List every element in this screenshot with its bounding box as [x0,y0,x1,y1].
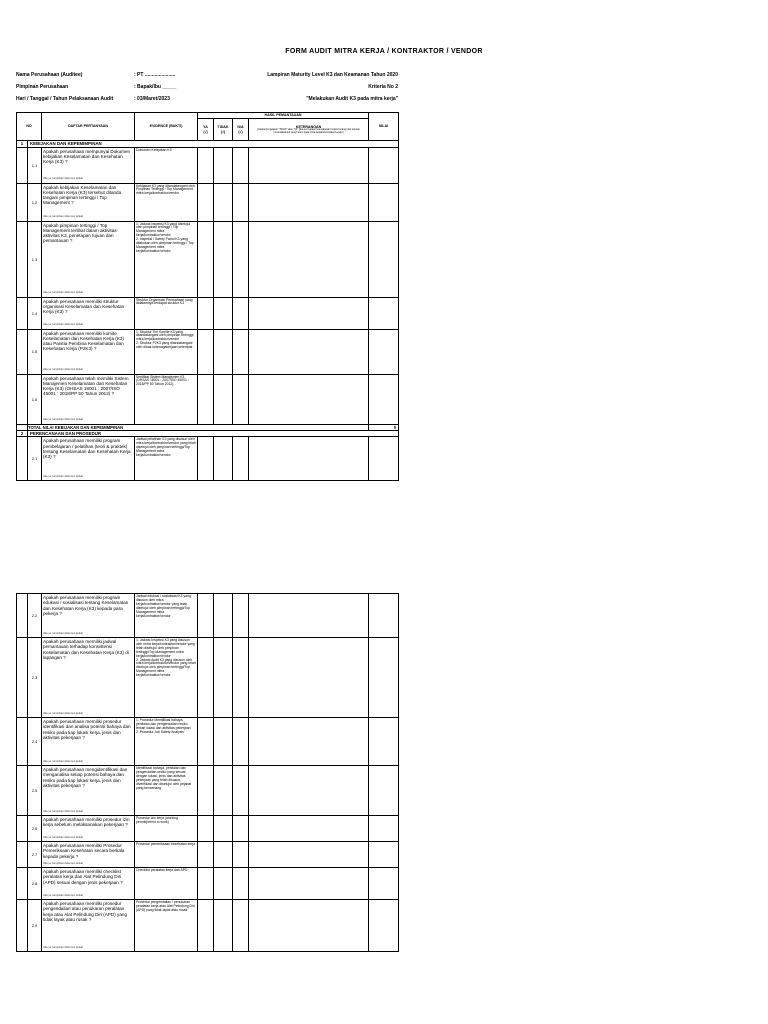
total-1-value: 0 [369,424,399,430]
na-cell[interactable] [233,900,249,952]
header-evidence: EVIDENCE (BUKTI) [135,113,198,141]
na-cell[interactable] [233,594,249,638]
keterangan-cell[interactable] [249,594,369,638]
na-cell[interactable] [233,842,249,868]
question-hint: Jika ya, lampirkan dokumen terkait [43,711,83,715]
question-cell [42,374,135,424]
question-hint: Jika ya, lampirkan dokumen terkait [43,759,83,763]
question-cell [42,842,135,868]
na-cell[interactable] [233,718,249,766]
evidence-cell: Jadwal pelatihan K3 yang disusun oleh mitra kerja/kontraktor/vendor yang telah disetujui oleh pimpinan tertinggi/Top Management mitra kerja/kontraktor/vendor [135,437,198,481]
na-cell[interactable] [233,183,249,221]
na-cell[interactable] [233,868,249,900]
nilai-cell[interactable] [369,297,399,329]
row-number: 1.5 [28,329,42,374]
tidak-cell[interactable] [214,183,233,221]
ya-cell[interactable] [198,868,214,900]
table-row [17,766,399,816]
evidence-cell: Checklist peralatan kerja dan APD [135,868,198,900]
nilai-cell[interactable] [369,638,399,718]
keterangan-cell[interactable] [249,868,369,900]
nilai-cell[interactable] [369,718,399,766]
table-row [17,900,399,952]
table-row [17,594,399,638]
ya-cell[interactable] [198,183,214,221]
row-number: 2.6 [28,816,42,842]
nilai-cell[interactable] [369,437,399,481]
table-row [17,374,399,424]
header-tidak: TIDAK (√) [214,119,233,141]
nilai-cell[interactable] [369,816,399,842]
question-text: Apakah perusahaan memiliki program pembelajaran / pelatihan (teori & praktek) tentang Keselamatan dan Kesehatan Kerja (K3) ? [43,438,131,460]
question-text: Apakah perusahaan memiliki jadwal pemantauan terhadap konsistensi Keselamatan dan Kesehatan Kerja (K3) di lapangan ? [43,639,129,660]
row-number: 1.6 [28,374,42,424]
ya-cell[interactable] [198,329,214,374]
meta-right-appendix: Lampiran Maturity Level K3 dan Keamanan Tahun 2020 [267,72,398,78]
nilai-cell[interactable] [369,594,399,638]
nilai-cell[interactable] [369,842,399,868]
nilai-cell[interactable] [369,766,399,816]
table-row [17,638,399,718]
question-text: Apakah perusahaan mempunyai Dokumen kebijakan Keselamatan dan Kesehatan Kerja (K3) ? [43,148,131,165]
tidak-cell[interactable] [214,900,233,952]
tidak-cell[interactable] [214,147,233,183]
keterangan-cell[interactable] [249,638,369,718]
question-hint: Jika ya, lampirkan dokumen terkait [43,861,83,865]
ya-cell[interactable] [198,718,214,766]
table-row [17,147,399,183]
ya-cell[interactable] [198,594,214,638]
question-hint: Jika ya, lampirkan dokumen terkait [43,177,83,181]
table-row [17,842,399,868]
row-number: 1.4 [28,297,42,329]
question-hint: Jika ya, lampirkan dokumen terkait [43,323,83,327]
meta-label-company: Nama Perusahaan (Auditee) [16,72,83,78]
keterangan-cell[interactable] [249,437,369,481]
question-text: Apakah perusahaan memiliki program edukasi / sosialisasi tentang Keselamatan dan Kesehatan Kerja (K3) kepada para pekerja ? [43,595,129,616]
section-2-title: PERENCANAAN DAN PROSEDUR [28,430,399,437]
row-number: 1.2 [28,183,42,221]
meta-right-criteria: Kriteria No 2 [368,84,398,90]
question-cell [42,766,135,816]
row-number: 2.9 [28,900,42,952]
keterangan-cell[interactable] [249,329,369,374]
meta-value-date: : 03/Maret/2023 [134,96,170,102]
question-text: Apakah perusahaan memiliki struktur organisasi Keselamatan dan Kesehatan Kerja (K3) ? [43,298,125,315]
table-row [17,183,399,221]
ya-cell[interactable] [198,374,214,424]
question-text: Apakah perusahaan memiliki Prosedur Pemeriksaan Kesehatan secara berkala kepada pekerja ? [43,843,125,859]
row-number: 2.5 [28,766,42,816]
keterangan-cell[interactable] [249,147,369,183]
nilai-cell[interactable] [369,374,399,424]
tidak-cell[interactable] [214,374,233,424]
question-text: Apakah perusahaan memiliki prosedur identifikasi dan analisa potensi bahaya dan resiko pada tiap lokasi kerja, jenis dan aktivitas pekerjaan ? [43,719,131,740]
question-hint: Jika ya, lampirkan dokumen terkait [43,418,83,422]
question-text: Apakah perusahaan mengidentifikasi dan menganalisa setiap potensi bahaya dan resiko pada tiap lokasi kerja, jenis dan aktivitas pekerjaan ? [43,767,128,788]
question-cell [42,816,135,842]
meta-value-company: : PT ...................... [134,72,176,78]
ya-cell[interactable] [198,221,214,297]
tidak-cell[interactable] [214,297,233,329]
nilai-cell[interactable] [369,900,399,952]
question-hint: Jika ya, lampirkan dokumen terkait [43,631,83,635]
table-row [17,329,399,374]
question-text: Apakah perusahaan memiliki komite Keselamatan dan Kesehatan Kerja (K3) atau Panitia Pembina Keselamatan dan Kesehatan Kerja (P2K3) ? [43,330,124,352]
question-cell [42,437,135,481]
row-number: 2.1 [28,437,42,481]
ya-cell[interactable] [198,437,214,481]
ya-cell[interactable] [198,816,214,842]
header-no: NO [17,113,42,141]
tidak-cell[interactable] [214,842,233,868]
question-cell [42,329,135,374]
tidak-cell[interactable] [214,594,233,638]
keterangan-cell[interactable] [249,900,369,952]
evidence-cell: 1. Jadwal Inspeksi K3 yang disusun oleh mitra kerja/kontraktor/vendor yang telah disetujui oleh pimpinan tertinggi/Top Management mitra kerja/kontraktor/vendor 2. Jadwal Audit K3 yang disusun oleh mitra kerja/kontraktor/vendor yang telah disetujui oleh pimpinan tertinggi/Top Management mitra kerja/kontraktor/vendor [135,638,198,718]
question-cell [42,868,135,900]
header-na: N/A (√) [233,119,249,141]
nilai-cell[interactable] [369,329,399,374]
ya-cell[interactable] [198,842,214,868]
na-cell[interactable] [233,147,249,183]
question-hint: Jika ya, lampirkan dokumen terkait [43,215,83,219]
row-number: 2.2 [28,594,42,638]
row-number: 2.3 [28,638,42,718]
question-cell [42,183,135,221]
evidence-cell: 1. Jadwal inspeksi K3 yang disetujui oleh pimpinan tertinggi / Top Management mitra kerja/kontraktor/vendor 2. Inspeksi / Safety Patrol K3 yang dilakukan oleh pimpinan tertinggi / Top Management mitra kerja/kontraktor/vendor [135,221,198,297]
section-2-no: 2 [17,430,28,437]
table-row [17,816,399,842]
audit-table-page-1 [16,112,399,481]
meta-right-note: "Melakukan Audit K3 pada mitra kerja" [306,96,398,102]
question-hint: Jika ya, lampirkan dokumen terkait [43,809,83,813]
evidence-cell: Prosedur pemeriksaan kesehatan kerja [135,842,198,868]
section-1-no: 1 [17,141,28,148]
na-cell[interactable] [233,297,249,329]
evidence-cell: Dokumen Kebijakan K3 [135,147,198,183]
nilai-cell[interactable] [369,147,399,183]
header-nilai: NILAI [369,113,399,141]
meta-label-leader: Pimpinan Perusahaan [16,84,69,90]
na-cell[interactable] [233,374,249,424]
meta-value-leader: : Bapak/Ibu _____ [134,84,177,90]
header-question: DAFTAR PERTANYAAN [42,113,135,141]
question-cell [42,718,135,766]
table-row [17,718,399,766]
question-hint: Jika ya, lampirkan dokumen terkait [43,475,83,479]
tidak-cell[interactable] [214,766,233,816]
question-cell [42,221,135,297]
keterangan-cell[interactable] [249,718,369,766]
keterangan-cell[interactable] [249,374,369,424]
header-ya: YA (√) [198,119,214,141]
tidak-cell[interactable] [214,816,233,842]
nilai-cell[interactable] [369,221,399,297]
keterangan-cell[interactable] [249,221,369,297]
question-text: Apakah perusahaan memiliki checklist peralatan kerja dan Alat Pelindung Diri (APD) sesuai dengan jenis pekerjaan ? [43,869,123,885]
table-row [17,868,399,900]
tidak-cell[interactable] [214,718,233,766]
na-cell[interactable] [233,437,249,481]
header-hasil: HASIL PEMANTAUAN [198,113,369,119]
keterangan-cell[interactable] [249,816,369,842]
form-page-2 [0,575,768,1024]
evidence-cell: Prosedur pengendalian / penukaran peralatan kerja atau Alat Pelindung Diri (APD) yang tidak layak atau rusak [135,900,198,952]
question-hint: Jika ya, lampirkan dokumen terkait [43,835,83,839]
question-hint: Jika ya, lampirkan dokumen terkait [43,291,83,295]
section-1-title: KEBIJAKAN DAN KEPEMIMPINAN [28,141,399,148]
form-title: FORM AUDIT MITRA KERJA / KONTRAKTOR / VENDOR [285,48,483,55]
question-text: Apakah perusahaan telah memiliki Sistem Manajemen Keselamatan dan Kesehatan Kerja (K3) (OHSAS 18001 : 2007/ISO 45001 : 2018/PP 50 Tahun 2012) ? [43,375,129,397]
question-cell [42,147,135,183]
question-text: Apakah perusahaan memiliki prosedur izin kerja sebelum melaksanakan pekerjaan ? [43,817,130,828]
tidak-cell[interactable] [214,221,233,297]
question-text: Apakah pimpinan tertinggi / Top Management terlibat dalam aktivitas-aktivitas K3, penetapan tujuan dan pemantauan ? [43,222,119,244]
table-row [17,297,399,329]
ya-cell[interactable] [198,638,214,718]
evidence-cell: Struktur Organisasi Perusahaan yang didalamnya terdapat struktur K3 [135,297,198,329]
evidence-cell: Prosedur izin kerja (working permit/permit to work) [135,816,198,842]
row-number: 2.7 [28,842,42,868]
total-1-label: TOTAL NILAI KEBIJAKAN DAN KEPEMIMPINAN [28,424,369,430]
evidence-cell: Kebijakan K3 yang ditandatangani oleh Pimpinan Tertinggi / Top Management mitra kerja/kontraktor/vendor [135,183,198,221]
evidence-cell: 1. Struktur Tim Komite K3 yang ditandatangani oleh pimpinan tertinggi mitra kerja/kontraktor/vendor 2. Struktur P2K3 yang ditandatangani oleh dinas ketenagakerjaan setempat [135,329,198,374]
tidak-cell[interactable] [214,437,233,481]
row-number: 1.1 [28,147,42,183]
tidak-cell[interactable] [214,638,233,718]
question-hint: Jika ya, lampirkan dokumen terkait [43,945,83,949]
row-number: 2.8 [28,868,42,900]
audit-table-page-2 [16,593,399,952]
question-cell [42,594,135,638]
header-keterangan: KETERANGAN (catatan/penjelasan "TIDAK" atau "YA" (jika pernyataan kelengkapan berkas kurang) dan temuan menindaklanjuti yang belum pada mitra kerjaan/kontraktor/vendor) [249,119,369,141]
na-cell[interactable] [233,816,249,842]
ya-cell[interactable] [198,900,214,952]
question-text: Apakah perusahaan memiliki prosedur pengendalian atau penukaran peralatan kerja atau Alat Pelindung Diri (APD) yang tidak layak atau rusak ? [43,901,128,922]
question-cell [42,900,135,952]
row-number: 1.3 [28,221,42,297]
question-cell [42,638,135,718]
ya-cell[interactable] [198,766,214,816]
tidak-cell[interactable] [214,329,233,374]
keterangan-cell[interactable] [249,766,369,816]
ya-cell[interactable] [198,297,214,329]
evidence-cell: 1. Prosedur identifikasi bahaya, penilaian dan pengendalian resiko terkait lokasi dan aktivitas pekerjaan 2. Prosedur Job Safety Analysis [135,718,198,766]
evidence-cell: Jadwal edukasi / sosialisasi K3 yang disusun oleh mitra kerja/kontraktor/vendor yang telah disetujui oleh pimpinan tertinggi/Top Management mitra kerja/kontraktor/vendor [135,594,198,638]
na-cell[interactable] [233,766,249,816]
ya-cell[interactable] [198,147,214,183]
table-row [17,221,399,297]
meta-label-date: Hari / Tanggal / Tahun Pelaksanaan Audit [16,96,114,102]
question-hint: Jika ya, lampirkan dokumen terkait [43,368,83,372]
question-hint: Jika ya, lampirkan dokumen terkait [43,893,83,897]
keterangan-cell[interactable] [249,297,369,329]
evidence-cell: Identifikasi bahaya, penilaian dan pengendalian resiko yang sesuai dengan lokasi, jenis dan aktivitas pekerjaan yang telah disusun, diverifikasi dan disetujui oleh pejabat yang berwenang [135,766,198,816]
row-number: 2.4 [28,718,42,766]
na-cell[interactable] [233,638,249,718]
keterangan-cell[interactable] [249,842,369,868]
table-row [17,437,399,481]
tidak-cell[interactable] [214,868,233,900]
na-cell[interactable] [233,329,249,374]
na-cell[interactable] [233,221,249,297]
question-cell [42,297,135,329]
keterangan-cell[interactable] [249,183,369,221]
nilai-cell[interactable] [369,183,399,221]
question-text: Apakah kebijakan Keselamatan dan Kesehatan Kerja (K3) tersebut ditanda tangani pimpinan tertinggi / Top Management ? [43,184,122,206]
evidence-cell: Sertifikat Sistem Manajemen K3 (OHSAS 18001 : 2007/ISO 45001 : 2018/PP 50 Tahun 2012) [135,374,198,424]
nilai-cell[interactable] [369,868,399,900]
